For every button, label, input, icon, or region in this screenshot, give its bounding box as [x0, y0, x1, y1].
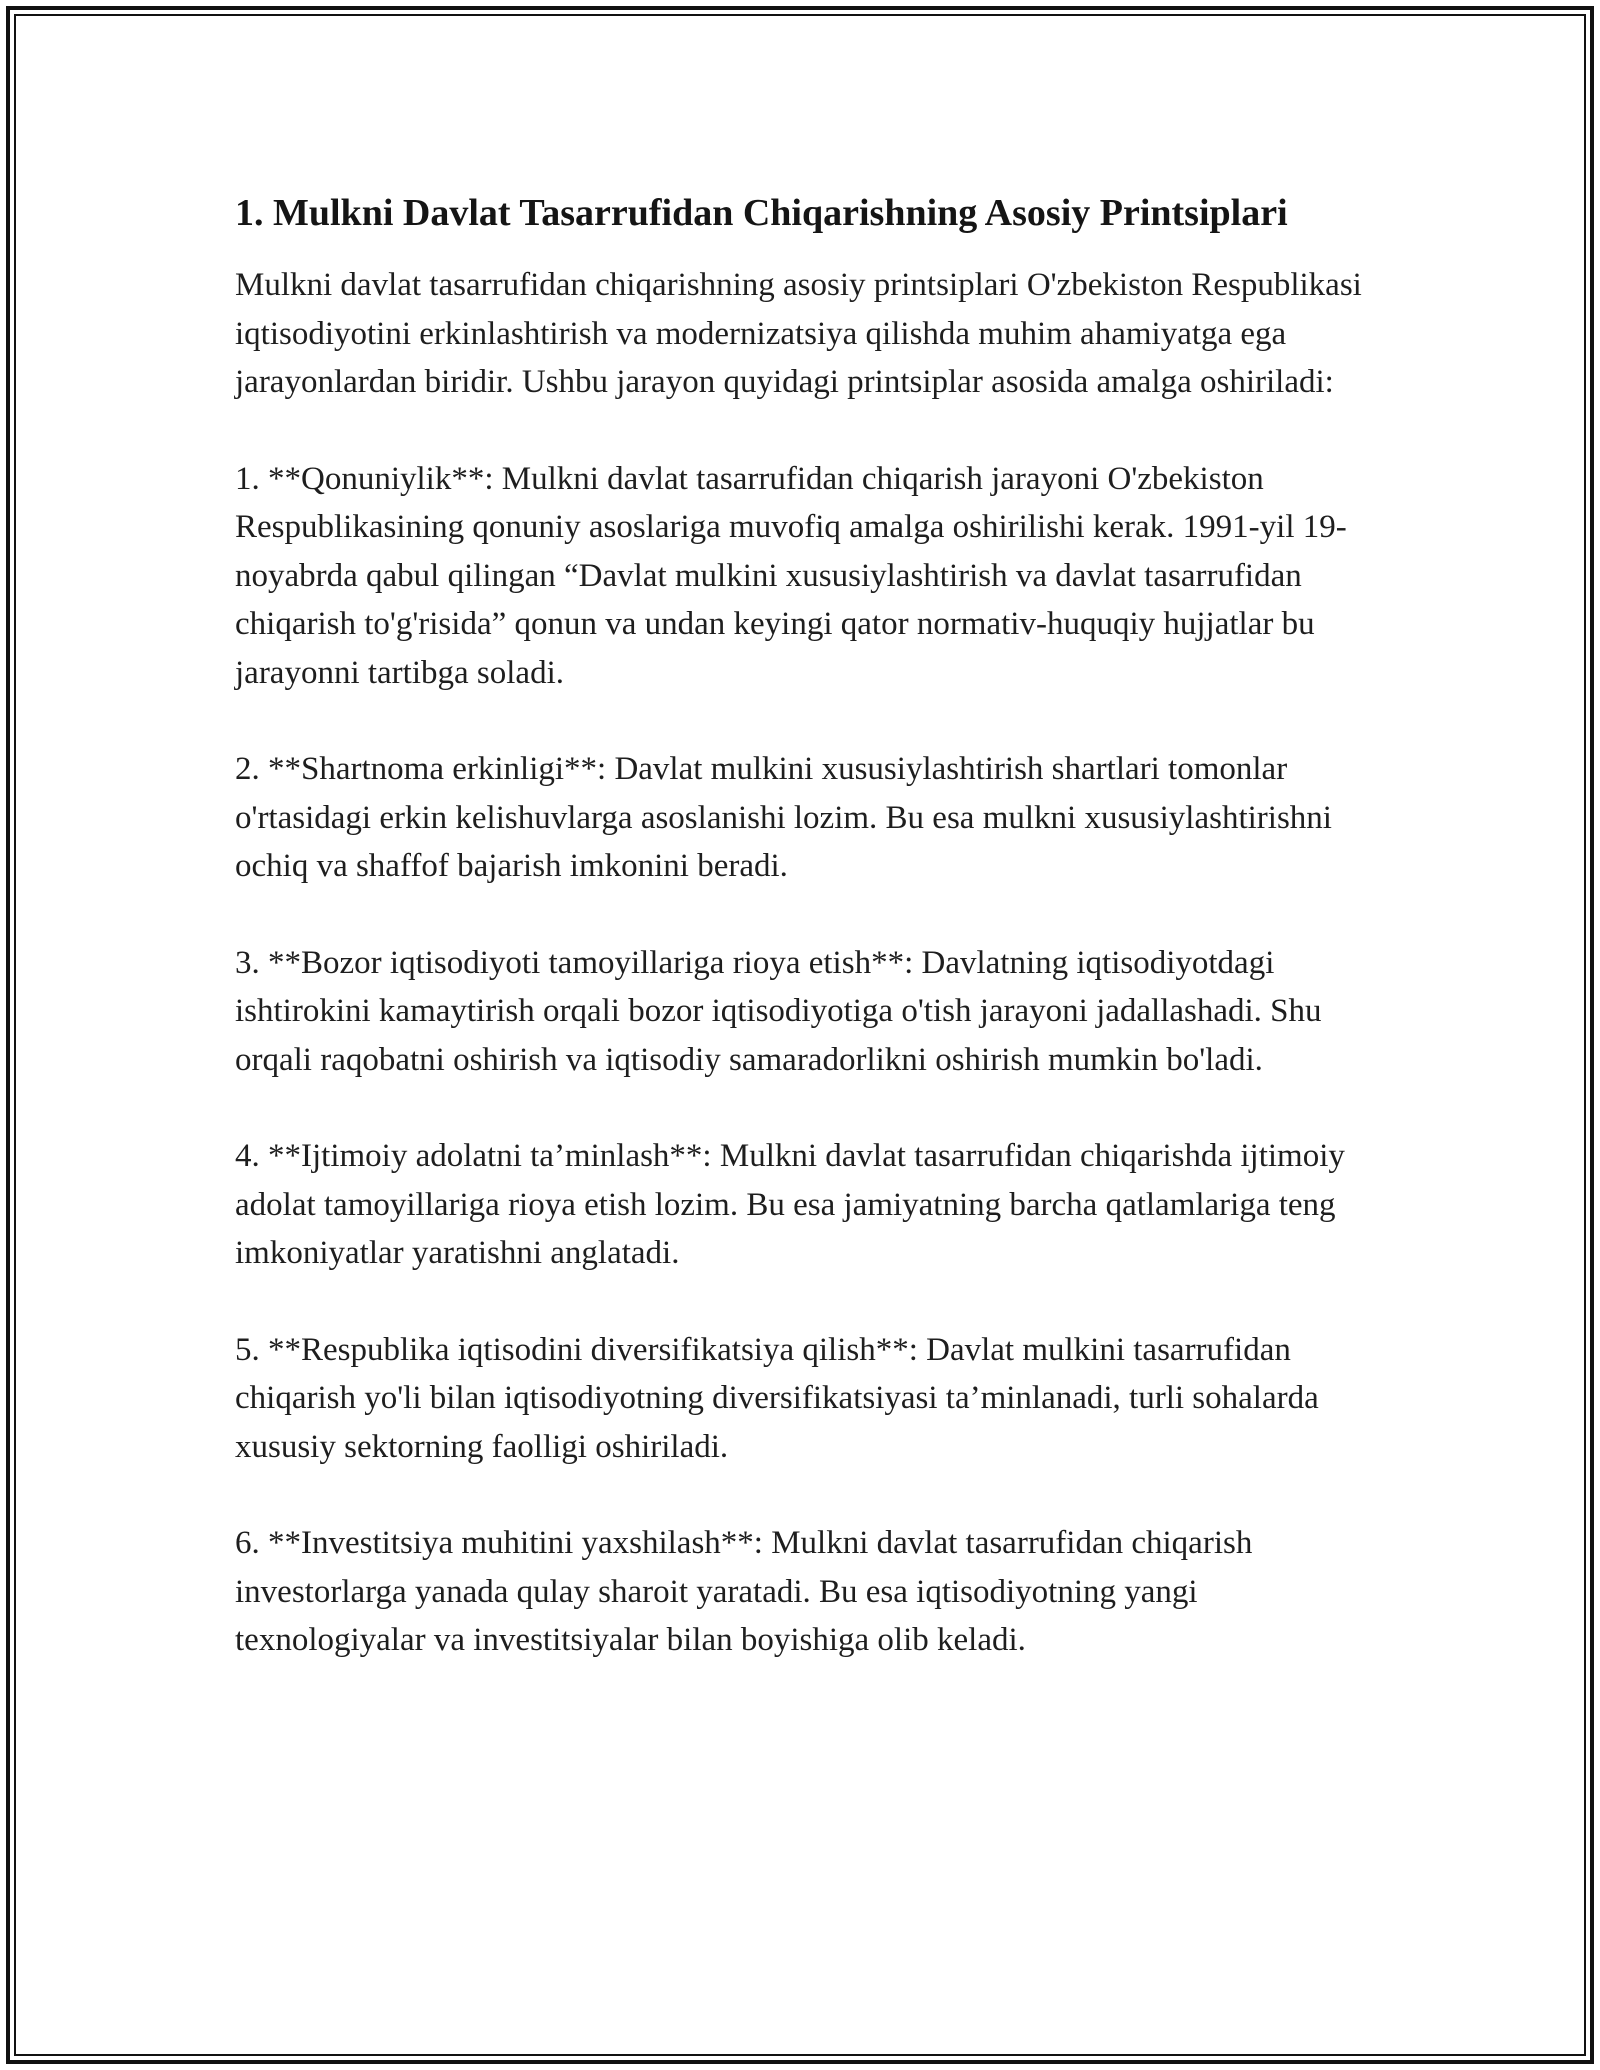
principle-item-2: 2. **Shartnoma erkinligi**: Davlat mulkini xususiylashtirish shartlari tomonlar o'rtasidagi erkin kelishuvlarga asoslanishi lozim. Bu esa mulkni xususiylashtirishni ochiq va shaffof bajarish imkonini beradi.	[235, 751, 1332, 884]
document-body	[235, 186, 1395, 1665]
principle-item-4: 4. **Ijtimoiy adolatni ta’minlash**: Mulkni davlat tasarrufidan chiqarishda ijtimoiy adolat tamoyillariga rioya etish lozim. Bu esa jamiyatning barcha qatlamlariga teng imkoniyatlar yaratishni anglatadi.	[235, 1138, 1345, 1271]
principle-item-5: 5. **Respublika iqtisodini diversifikatsiya qilish**: Davlat mulkini tasarrufidan chiqarish yo'li bilan iqtisodiyotning diversifikatsiyasi ta’minlanadi, turli sohalarda xususiy sektorning faolligi oshiriladi.	[235, 1331, 1319, 1465]
principle-item-1: 1. **Qonuniylik**: Mulkni davlat tasarrufidan chiqarish jarayoni O'zbekiston Respublikasining qonuniy asoslariga muvofiq amalga oshirilishi kerak. 1991-yil 19-noyabrda qabul qilingan “Davlat mulkini xususiylashtirish va davlat tasarrufidan chiqarish to'g'risida” qonun va undan keyingi qator normativ-huquqiy hujjatlar bu jarayonni tartibga soladi.	[235, 460, 1347, 691]
section-title: 1. Mulkni Davlat Tasarrufidan Chiqarishning Asosiy Printsiplari	[235, 192, 1288, 234]
principle-item-3: 3. **Bozor iqtisodiyoti tamoyillariga rioya etish**: Davlatning iqtisodiyotdagi ishtirokini kamaytirish orqali bozor iqtisodiyotiga o'tish jarayoni jadallashadi. Shu orqali raqobatni oshirish va iqtisodiy samaradorlikni oshirish mumkin bo'ladi.	[235, 944, 1322, 1078]
intro-paragraph: Mulkni davlat tasarrufidan chiqarishning asosiy printsiplari O'zbekiston Respublikasi iqtisodiyotini erkinlashtirish va modernizatsiya qilishda muhim ahamiyatga ega jarayonlardan biridir. Ushbu jarayon quyidagi printsiplar asosida amalga oshiriladi:	[235, 267, 1362, 400]
principle-item-6: 6. **Investitsiya muhitini yaxshilash**: Mulkni davlat tasarrufidan chiqarish investorlarga yanada qulay sharoit yaratadi. Bu esa iqtisodiyotning yangi texnologiyalar va investitsiyalar bilan boyishiga olib keladi.	[235, 1525, 1253, 1658]
